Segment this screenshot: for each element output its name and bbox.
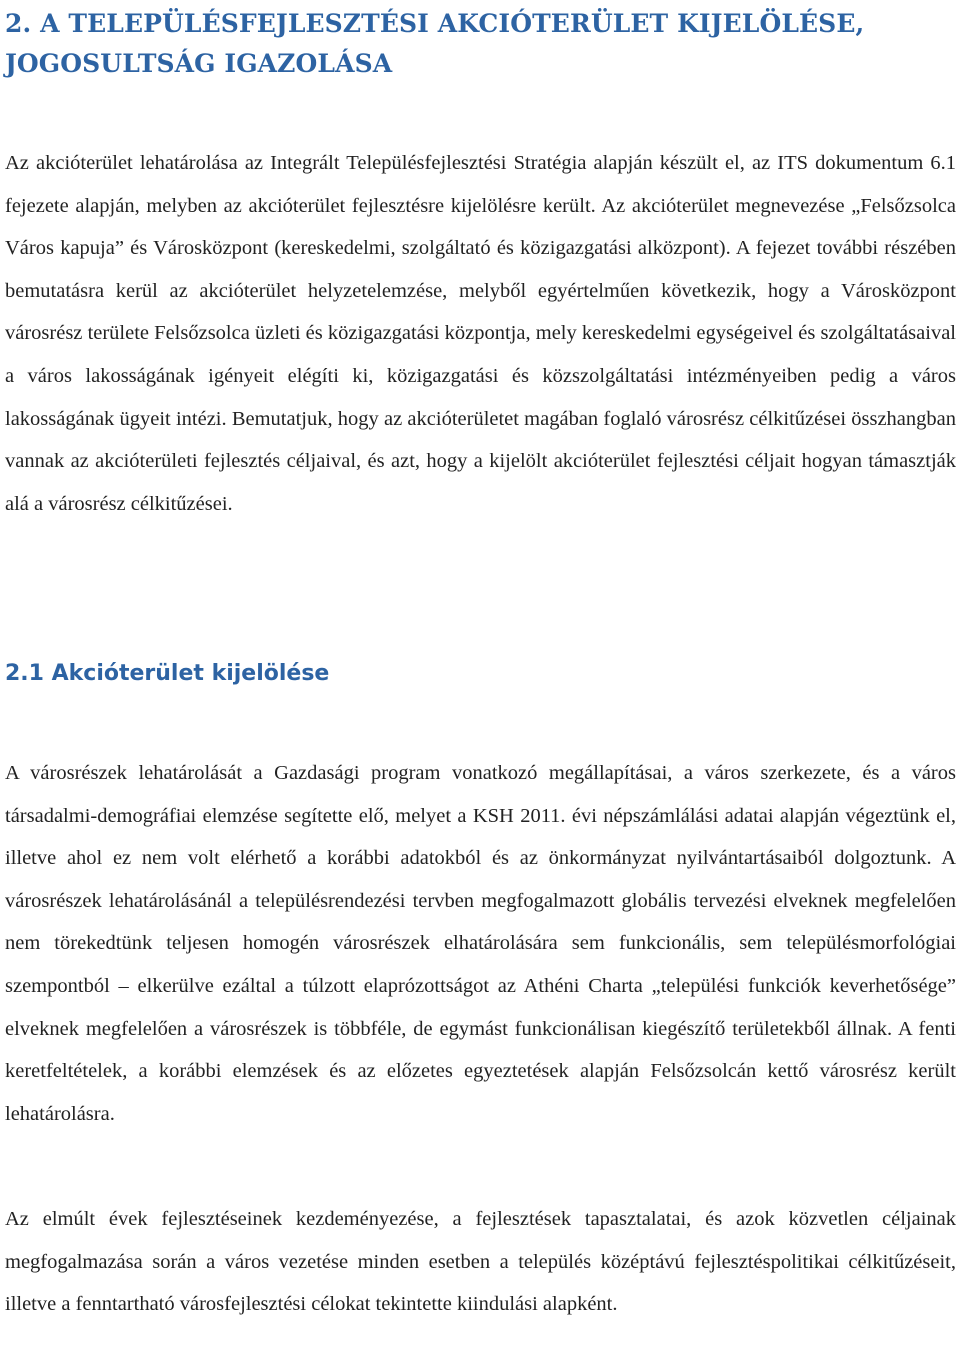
section-heading: 2. A TELEPÜLÉSFEJLESZTÉSI AKCIÓTERÜLET KIJELÖLÉSE, JOGOSULTSÁG IGAZOLÁSA xyxy=(5,9,865,78)
subsection-heading: 2.1 Akcióterület kijelölése xyxy=(5,661,330,686)
intro-paragraph: Az akcióterület lehatárolása az Integrált Településfejlesztési Stratégia alapján készült el, az ITS dokumentum 6.1 fejezete alapján, melyben az akcióterület fejlesztésre kijelölésre került. Az akcióterület megnevezése „Felsőzsolca Város kapuja” és Városközpont (kereskedelmi, szolgáltató és közigazgatási alközpont). A fejezet további részében bemutatásra kerül az akcióterület helyzetelemzése, melyből egyértelműen következik, hogy a Városközpont városrész területe Felsőzsolca üzleti és közigazgatási központja, mely kereskedelmi egységeivel és szolgáltatásaival a város lakosságának igényeit elégíti ki, közigazgatási és közszolgáltatási intézményeiben pedig a város lakosságának ügyeit intézi. Bemutatjuk, hogy az akcióterületet magában foglaló városrész célkitűzései összhangban vannak az akcióterületi fejlesztés céljaival, és azt, hogy a kijelölt akcióterület fejlesztési céljait hogyan támasztják alá a városrész célkitűzései. xyxy=(5,152,956,515)
subsection-paragraph-1: A városrészek lehatárolását a Gazdasági program vonatkozó megállapításai, a város szerkezete, és a város társadalmi-demográfiai elemzése segítette elő, melyet a KSH 2011. évi népszámlálási adatai alapján végeztünk el, illetve ahol ez nem volt elérhető a korábbi adatokból és az önkormányzat nyilvántartásaiból dolgoztunk. A városrészek lehatárolásánál a településrendezési tervben megfogalmazott globális tervezési elveknek megfelelően nem törekedtünk teljesen homogén városrészek elhatárolására sem funkcionális, sem településmorfológiai szempontból – elkerülve ezáltal a túlzott elaprózottságot az Athéni Charta „települési funkciók keverhetősége” elveknek megfelelően a városrészek is többféle, de egymást funkcionálisan kiegészítő területekből állnak. A fenti keretfeltételek, a korábbi elemzések és az előzetes egyeztetések alapján Felsőzsolcán kettő városrész került lehatárolásra. xyxy=(5,762,956,1125)
subsection-paragraph-2: Az elmúlt évek fejlesztéseinek kezdeményezése, a fejlesztések tapasztalatai, és azok közvetlen céljainak megfogalmazása során a város vezetése minden esetben a település középtávú fejlesztéspolitikai célkitűzéseit, illetve a fenntartható városfejlesztési célokat tekintette kiindulási alapként. xyxy=(5,1208,956,1316)
